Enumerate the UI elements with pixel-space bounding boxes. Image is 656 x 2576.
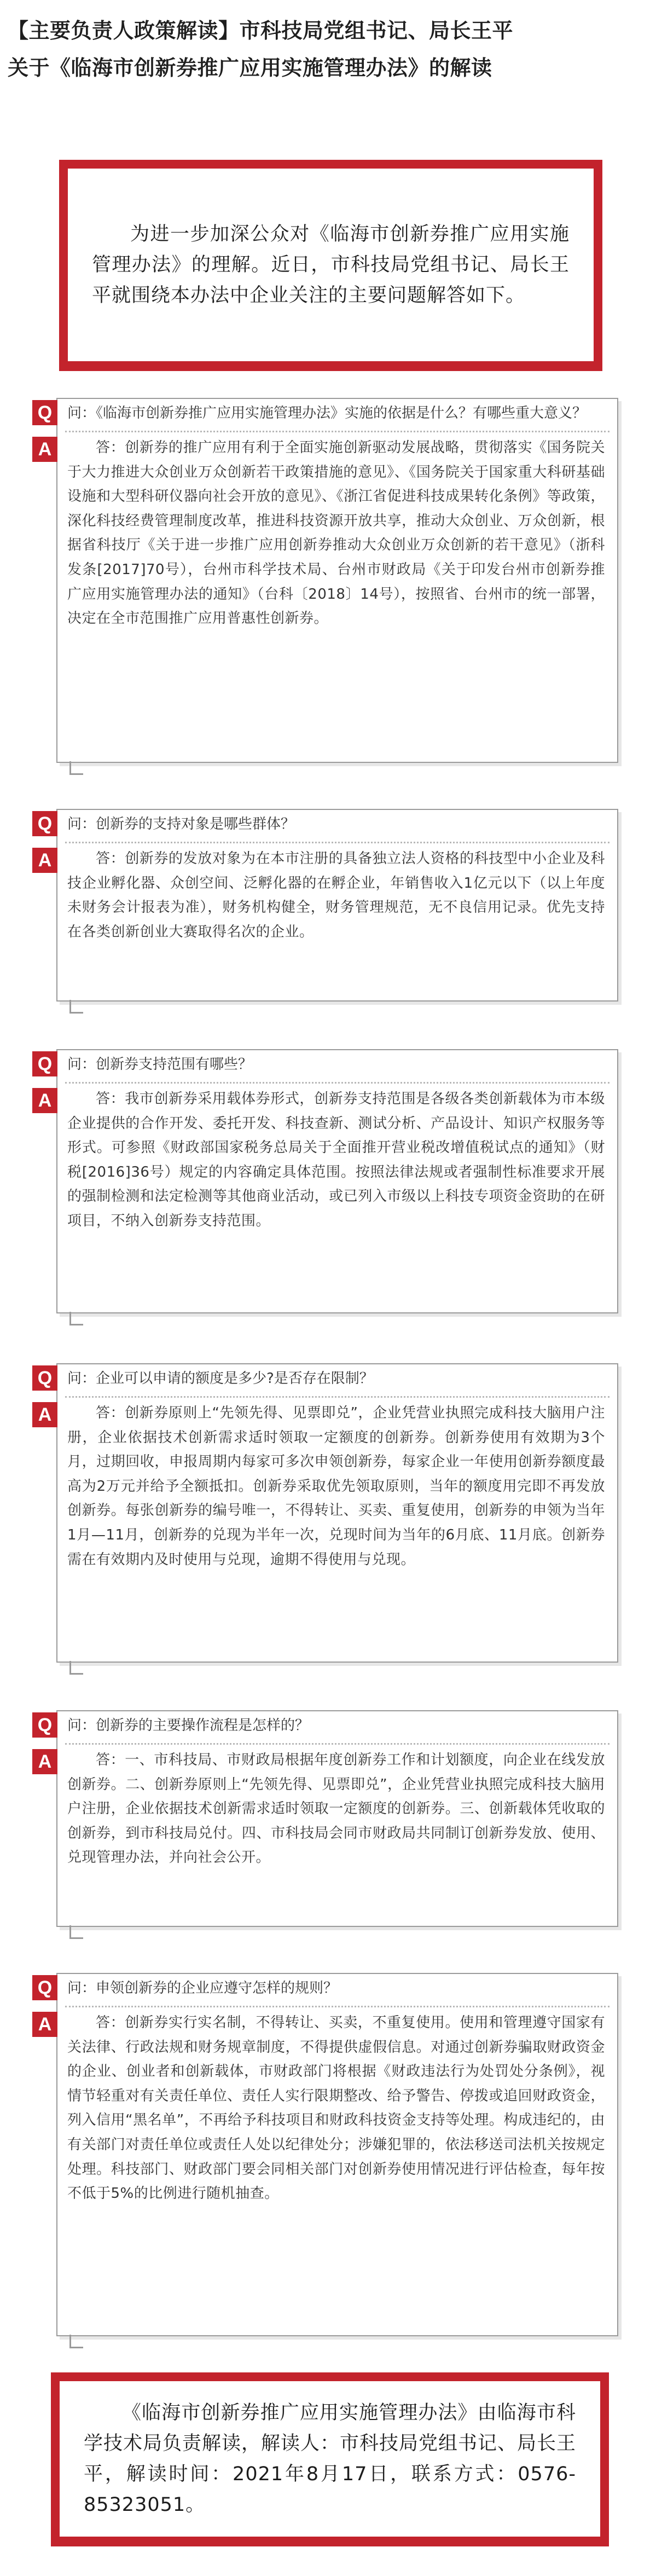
question-text: 问：申领创新券的企业应遵守怎样的规则？: [67, 1980, 338, 1996]
question-text: 问：创新券支持范围有哪些？: [67, 1056, 253, 1073]
divider: [65, 1743, 609, 1745]
divider: [65, 431, 609, 432]
answer-badge: A: [32, 848, 57, 873]
answer-badge: A: [32, 1088, 57, 1113]
question-badge: Q: [32, 811, 57, 836]
divider: [65, 842, 609, 843]
footer-box: [51, 2372, 609, 2546]
answer-badge: A: [32, 1749, 57, 1774]
answer-text: 答：创新券的推广应用有利于全面实施创新驱动发展战略，贯彻落实《国务院关于大力推进大众创业万众创新若干政策措施的意见》、《国务院关于国家重大科研基础设施和大型科研仪器向社会开放的意见》、《浙江省促进科技成果转化条例》等政策，深化科技经费管理制度改革，推进科技资源开放共享，推动大众创业、万众创新，根据省科技厅《关于进一步推广应用创新券推动大众创业万众创新的若干意见》（浙科发条[2017]70号），台州市科学技术局、台州市财政局《关于印发台州市创新券推广应用实施管理办法的通知》（台科〔2018〕14号），按照省、台州市的统一部署，决定在全市范围推广应用普惠性创新券。: [67, 439, 605, 627]
qa-panel-1: [37, 398, 618, 763]
question-text: 问：创新券的主要操作流程是怎样的？: [67, 1717, 310, 1734]
qa-panel-6: [37, 1973, 618, 2336]
panel-tail: [69, 1312, 83, 1325]
qa-panel-3: [37, 1049, 618, 1313]
question-text: 问：创新券的支持对象是哪些群体？: [67, 816, 295, 832]
divider: [65, 1082, 609, 1084]
answer-badge: A: [32, 1402, 57, 1427]
answer-badge: A: [32, 2012, 57, 2037]
title-line-2: 关于《临海市创新券推广应用实施管理办法》的解读: [8, 56, 492, 80]
question-badge: Q: [32, 1051, 57, 1076]
qa-panel-4: [37, 1363, 618, 1663]
divider: [65, 1396, 609, 1398]
divider: [65, 2006, 609, 2007]
question-badge: Q: [32, 1975, 57, 2000]
answer-badge: A: [32, 437, 57, 462]
answer-text: 答：我市创新券采用载体券形式，创新券支持范围是各级各类创新载体为市本级企业提供的合作开发、委托开发、科技查新、测试分析、产品设计、知识产权服务等形式。可参照《财政部国家税务总局关于全面推开营业税改增值税试点的通知》（财税[2016]36号）规定的内容确定具体范围。按照法律法规或者强制性标准要求开展的强制检测和法定检测等其他商业活动，或已列入市级以上科技专项资金资助的在研项目，不纳入创新券支持范围。: [67, 1091, 605, 1229]
panel-tail: [69, 761, 83, 775]
question-text: 问：企业可以申请的额度是多少?是否存在限制？: [67, 1370, 374, 1387]
qa-panel-5: [37, 1710, 618, 1927]
intro-text: 为进一步加深公众对《临海市创新券推广应用实施管理办法》的理解。近日，市科技局党组书记、局长王平就围绕本办法中企业关注的主要问题解答如下。: [92, 223, 570, 306]
panel-tail: [69, 1925, 83, 1939]
qa-panel-2: [37, 809, 618, 1002]
question-badge: Q: [32, 1365, 57, 1391]
panel-tail: [69, 1661, 83, 1675]
title-line-1: 【主要负责人政策解读】市科技局党组书记、局长王平: [8, 19, 514, 43]
footer-text: 《临海市创新券推广应用实施管理办法》由临海市科学技术局负责解读，解读人：市科技局党组书记、局长王平，解读时间：2021年8月17日，联系方式：0576-85323051。: [84, 2402, 577, 2516]
intro-box: [59, 160, 602, 371]
question-badge: Q: [32, 400, 57, 425]
panel-tail: [69, 2335, 83, 2348]
answer-text: 答：创新券的发放对象为在本市注册的具备独立法人资格的科技型中小企业及科技企业孵化器、众创空间、泛孵化器的在孵企业，年销售收入1亿元以下（以上年度未财务会计报表为准），财务机构健全，财务管理规范，无不良信用记录。优先支持在各类创新创业大赛取得名次的企业。: [67, 850, 605, 940]
answer-text: 答：创新券实行实名制，不得转让、买卖，不重复使用。使用和管理遵守国家有关法律、行政法规和财务规章制度，不得提供虚假信息。对通过创新券骗取财政资金的企业、创业者和创新载体，市财政部门将根据《财政违法行为处罚处分条例》，视情节轻重对有关责任单位、责任人实行限期整改、给予警告、停拨或追回财政资金，列入信用“黑名单”，不再给予科技项目和财政科技资金支持等处理。构成违纪的，由有关部门对责任单位或责任人处以纪律处分；涉嫌犯罪的，依法移送司法机关按规定处理。科技部门、财政部门要会同相关部门对创新券使用情况进行评估检查，每年按不低于5%的比例进行随机抽查。: [67, 2015, 605, 2202]
panel-tail: [69, 1000, 83, 1014]
answer-text: 答：创新券原则上“先领先得、见票即兑”，企业凭营业执照完成科技大脑用户注册，企业依据技术创新需求适时领取一定额度的创新券。创新券使用有效期为3个月，过期回收，申报周期内每家可多次申领创新券，每家企业一年使用创新券额度最高为2万元并给予全额抵扣。创新券采取优先领取原则，当年的额度用完即不再发放创新券。每张创新券的编号唯一，不得转让、买卖、重复使用，创新券的申领为当年1月—11月，创新券的兑现为半年一次，兑现时间为当年的6月底、11月底。创新券需在有效期内及时使用与兑现，逾期不得使用与兑现。: [67, 1405, 605, 1568]
question-badge: Q: [32, 1712, 57, 1738]
question-text: 问：《临海市创新券推广应用实施管理办法》实施的依据是什么？有哪些重大意义？: [67, 405, 587, 421]
answer-text: 答：一、市科技局、市财政局根据年度创新券工作和计划额度，向企业在线发放创新券。二、创新券原则上“先领先得、见票即兑”，企业凭营业执照完成科技大脑用户注册，企业依据技术创新需求适时领取一定额度的创新券。三、创新载体凭收取的创新券，到市科技局兑付。四、市科技局会同市财政局共同制订创新券发放、使用、兑现管理办法，并向社会公开。: [67, 1752, 605, 1866]
page-title: [8, 12, 648, 86]
